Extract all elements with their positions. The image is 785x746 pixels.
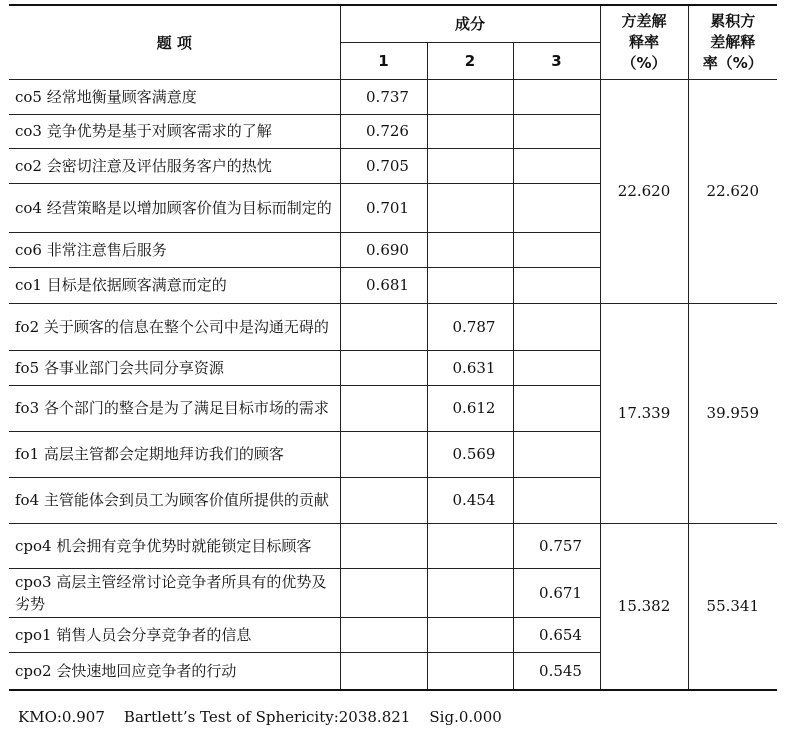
factor-loading-table [9, 4, 777, 691]
item-cell: co1 目标是依据顾客满意而定的 [9, 267, 340, 303]
loading-cell-component-3 [513, 652, 600, 690]
table-row [9, 79, 777, 114]
loading-cell-component-1 [340, 183, 427, 232]
loading-cell-component-3 [513, 267, 600, 303]
cumulative-cell: 39.959 [688, 303, 777, 523]
loading-cell-component-3 [513, 477, 600, 523]
loading-cell-component-3 [513, 385, 600, 431]
item-cell: fo2 关于顾客的信息在整个公司中是沟通无碍的 [9, 303, 340, 350]
item-header: 题 项 [9, 5, 340, 79]
loading-cell-component-2 [427, 114, 513, 148]
loading-cell-component-2 [427, 385, 513, 431]
component-2-header: 2 [427, 42, 513, 79]
loading-cell-component-3 [513, 568, 600, 617]
loading-cell-component-2 [427, 523, 513, 568]
loading-cell-component-1 [340, 232, 427, 267]
item-cell: co6 非常注意售后服务 [9, 232, 340, 267]
loading-cell-component-3 [513, 148, 600, 183]
loading-cell-component-3 [513, 303, 600, 350]
loading-cell-component-1 [340, 431, 427, 477]
item-cell: cpo4 机会拥有竞争优势时就能锁定目标顾客 [9, 523, 340, 568]
loading-value: 0.612 [452, 399, 496, 417]
loading-cell-component-1 [340, 652, 427, 690]
loading-cell-component-3 [513, 114, 600, 148]
loading-value: 0.654 [539, 625, 582, 644]
item-cell: cpo3 高层主管经常讨论竞争者所具有的优势及劣势 [9, 568, 340, 617]
variance-header-line3: （%） [621, 53, 667, 72]
component-header: 成分 [340, 5, 600, 42]
loading-value: 0.737 [366, 87, 409, 106]
loading-value: 0.690 [366, 240, 409, 259]
loading-cell-component-2 [427, 232, 513, 267]
loading-value: 0.681 [366, 276, 409, 294]
item-cell: co2 会密切注意及评估服务客户的热忱 [9, 148, 340, 183]
cumulative-header-line1: 累积方 [710, 11, 756, 30]
cumulative-header-line2: 差解释 [710, 32, 756, 51]
variance-header [600, 5, 688, 79]
loading-cell-component-2 [427, 148, 513, 183]
table-row [9, 523, 777, 568]
loading-value: 0.757 [539, 536, 582, 555]
loading-cell-component-2 [427, 431, 513, 477]
item-cell: co3 竞争优势是基于对顾客需求的了解 [9, 114, 340, 148]
variance-cell: 22.620 [600, 79, 688, 303]
item-cell: cpo1 销售人员会分享竞争者的信息 [9, 617, 340, 652]
loading-cell-component-1 [340, 350, 427, 385]
loading-cell-component-2 [427, 79, 513, 114]
variance-cell: 17.339 [600, 303, 688, 523]
loading-cell-component-3 [513, 232, 600, 267]
loading-cell-component-2 [427, 183, 513, 232]
loading-cell-component-3 [513, 183, 600, 232]
component-1-header: 1 [340, 42, 427, 79]
loading-cell-component-2 [427, 477, 513, 523]
component-3-header: 3 [513, 42, 600, 79]
loading-value: 0.631 [452, 358, 496, 377]
item-cell: fo1 高层主管都会定期地拜访我们的顾客 [9, 431, 340, 477]
loading-value: 0.787 [452, 317, 496, 336]
loading-cell-component-3 [513, 523, 600, 568]
loading-value: 0.545 [539, 661, 582, 680]
variance-header-line1: 方差解 [621, 11, 667, 30]
item-cell: fo5 各事业部门会共同分享资源 [9, 350, 340, 385]
cumulative-header [688, 5, 777, 79]
loading-cell-component-3 [513, 617, 600, 652]
loading-cell-component-3 [513, 79, 600, 114]
loading-cell-component-2 [427, 617, 513, 652]
loading-value: 0.705 [366, 156, 409, 175]
loading-cell-component-2 [427, 350, 513, 385]
loading-cell-component-3 [513, 431, 600, 477]
loading-value: 0.454 [452, 491, 496, 509]
loading-cell-component-2 [427, 652, 513, 690]
variance-cell: 15.382 [600, 523, 688, 690]
item-cell: co4 经营策略是以增加顾客价值为目标而制定的 [9, 183, 340, 232]
loading-cell-component-2 [427, 303, 513, 350]
loading-cell-component-3 [513, 350, 600, 385]
table-row [9, 303, 777, 350]
loading-value: 0.569 [452, 445, 496, 463]
item-cell: fo4 主管能体会到员工为顾客价值所提供的贡献 [9, 477, 340, 523]
loading-cell-component-2 [427, 568, 513, 617]
variance-header-line2: 释率 [629, 32, 660, 51]
cumulative-header-line3: 率（%） [702, 53, 763, 72]
cumulative-cell: 22.620 [688, 79, 777, 303]
loading-cell-component-1 [340, 114, 427, 148]
loading-value: 0.671 [539, 583, 582, 602]
loading-cell-component-1 [340, 477, 427, 523]
loading-cell-component-2 [427, 267, 513, 303]
loading-cell-component-1 [340, 523, 427, 568]
loading-cell-component-1 [340, 617, 427, 652]
cumulative-cell: 55.341 [688, 523, 777, 690]
loading-cell-component-1 [340, 79, 427, 114]
loading-cell-component-1 [340, 303, 427, 350]
item-cell: cpo2 会快速地回应竞争者的行动 [9, 652, 340, 690]
loading-value: 0.726 [366, 122, 409, 140]
table-body [9, 79, 777, 690]
loading-cell-component-1 [340, 267, 427, 303]
loading-cell-component-1 [340, 568, 427, 617]
loading-cell-component-1 [340, 385, 427, 431]
item-cell: co5 经常地衡量顾客满意度 [9, 79, 340, 114]
item-cell: fo3 各个部门的整合是为了满足目标市场的需求 [9, 385, 340, 431]
loading-value: 0.701 [366, 198, 409, 217]
footnote-statistics: KMO:0.907 Bartlett’s Test of Sphericity:2038.821 Sig.0.000 [18, 708, 502, 726]
loading-cell-component-1 [340, 148, 427, 183]
